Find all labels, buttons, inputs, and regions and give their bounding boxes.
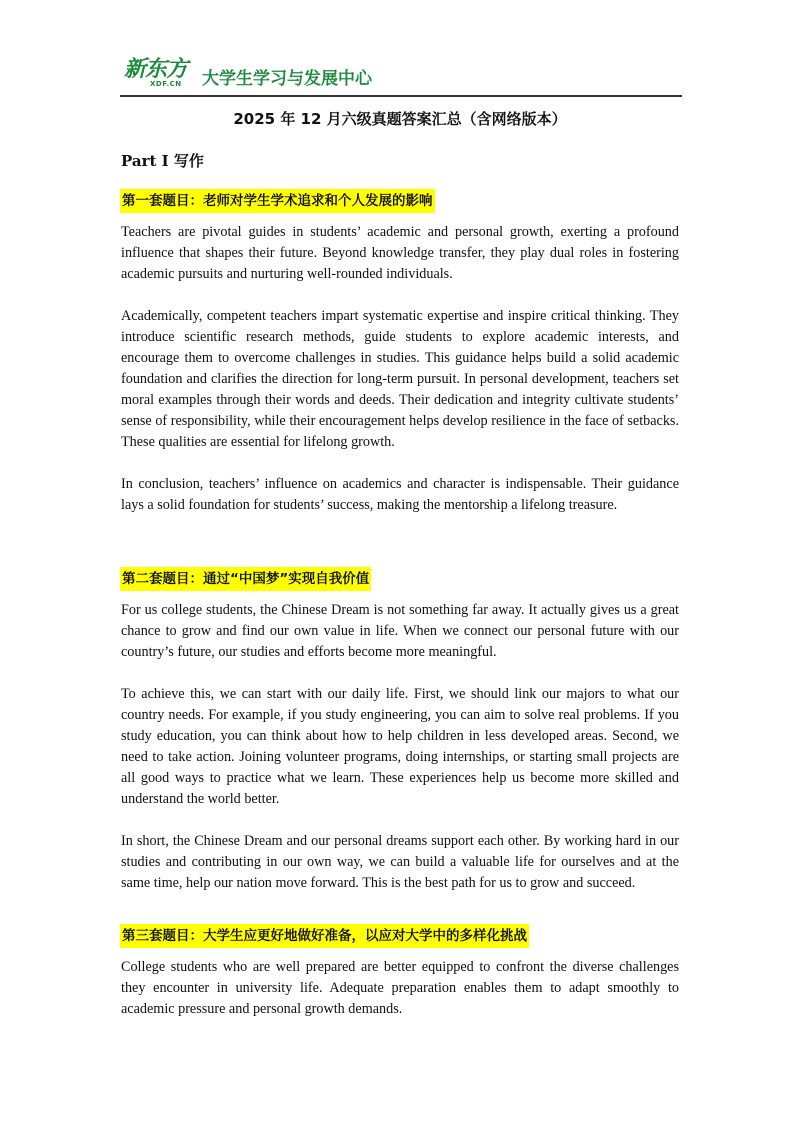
section-3-paragraph-1: College students who are well prepared are better equipped to confront the diverse challenges they encounter in university life. Adequate preparation enables them to adapt smoothly to academic pressure and personal growth demands. bbox=[121, 959, 679, 1017]
logo-domain: XDF.CN bbox=[150, 80, 182, 88]
section-2-paragraph-2: To achieve this, we can start with our daily life. First, we should link our majors to what our country needs. For example, if you study engineering, you can aim to solve real problems. If you study education, you can think about how to help children in less developed areas. Second, we need to take action. Joining volunteer programs, doing internships, or starting small projects are all good ways to practice what we learn. These experiences help us become more skilled and understand the world better. bbox=[121, 686, 679, 807]
section-1-paragraph-1: Teachers are pivotal guides in students’ academic and personal growth, exerting a profound influence that shapes their future. Beyond knowledge transfer, they play dual roles in fostering academic pursuits and nurturing well-rounded individuals. bbox=[121, 224, 679, 282]
part-name: 写作 bbox=[173, 152, 204, 170]
part-heading bbox=[121, 150, 204, 171]
section-2-paragraph-1: For us college students, the Chinese Dream is not something far away. It actually gives us a great chance to grow and find our own value in life. When we connect our personal future with our country’s future, our studies and efforts become more meaningful. bbox=[121, 602, 679, 660]
logo-text: 新东方 bbox=[124, 57, 188, 82]
document-title: 2025 年 12 月六级真题答案汇总（含网络版本） bbox=[233, 110, 567, 128]
section-1-paragraph-2: Academically, competent teachers impart systematic expertise and inspire critical thinking. They introduce scientific research methods, guide students to explore academic interests, and encourage them to overcome challenges in studies. This guidance helps build a solid academic foundation and clarifies the direction for long-term pursuit. In personal development, teachers set moral examples through their words and deeds. Their dedication and integrity cultivate students’ sense of responsibility, while their encouragement helps develop resilience in the face of setbacks. These qualities are essential for lifelong growth. bbox=[121, 308, 679, 450]
part-label: Part I bbox=[121, 152, 169, 170]
header-divider bbox=[120, 95, 682, 97]
section-2-topic: 第二套题目：通过“中国梦”实现自我价值 bbox=[120, 567, 371, 591]
xdf-logo bbox=[124, 58, 190, 94]
section-3-topic: 第三套题目：大学生应更好地做好准备，以应对大学中的多样化挑战 bbox=[120, 924, 529, 948]
page-header bbox=[120, 58, 680, 94]
section-1-paragraph-3: In conclusion, teachers’ influence on academics and character is indispensable. Their guidance lays a solid foundation for students’ success, making the mentorship a lifelong treasure. bbox=[121, 476, 679, 513]
section-2-paragraph-3: In short, the Chinese Dream and our personal dreams support each other. By working hard in our studies and contributing in our own way, we can build a valuable life for ourselves and at the same time, help our nation move forward. This is the best path for us to grow and succeed. bbox=[121, 833, 679, 891]
section-1-topic: 第一套题目：老师对学生学术追求和个人发展的影响 bbox=[120, 189, 435, 213]
header-title: 大学生学习与发展中心 bbox=[202, 69, 372, 89]
